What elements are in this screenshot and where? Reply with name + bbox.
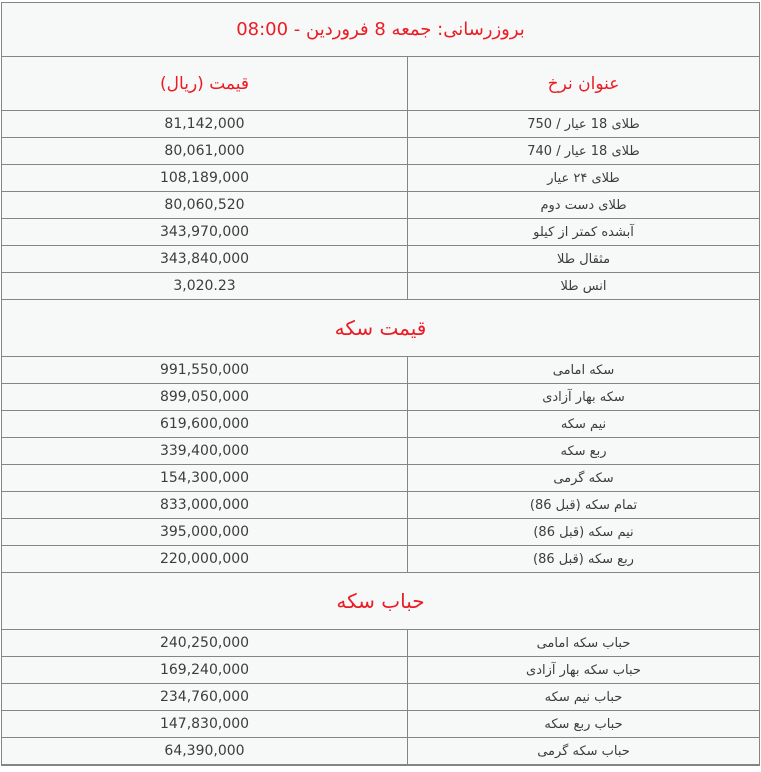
row-price: 234,760,000 xyxy=(159,689,250,705)
row-title: انس طلا xyxy=(407,273,759,299)
table-row xyxy=(2,546,759,573)
row-title: نیم سکه (قبل 86) xyxy=(407,519,759,545)
row-title: حباب ربع سکه xyxy=(407,711,759,737)
row-price: 343,840,000 xyxy=(159,251,250,267)
row-price: 154,300,000 xyxy=(159,470,250,486)
update-timestamp-header: بروزرسانی: جمعه 8 فروردین - 08:00 xyxy=(2,3,759,57)
row-title: آبشده کمتر از کیلو xyxy=(407,219,759,245)
table-row xyxy=(2,738,759,765)
table-row xyxy=(2,492,759,519)
row-title: طلای 18 عیار / 740 xyxy=(407,138,759,164)
section-header-label: حباب سکه xyxy=(336,589,425,613)
row-title: حباب نیم سکه xyxy=(407,684,759,710)
row-title: طلای ۲۴ عیار xyxy=(407,165,759,191)
table-row xyxy=(2,138,759,165)
row-price: 3,020.23 xyxy=(173,278,236,294)
table-row xyxy=(2,438,759,465)
row-title: ربع سکه xyxy=(407,438,759,464)
table-row xyxy=(2,465,759,492)
row-price: 991,550,000 xyxy=(159,362,250,378)
table-row xyxy=(2,273,759,300)
section-header xyxy=(2,300,759,357)
section-header-label: قیمت سکه xyxy=(334,316,427,340)
row-title: سکه گرمی xyxy=(407,465,759,491)
row-price: 64,390,000 xyxy=(164,743,245,759)
table-row xyxy=(2,246,759,273)
row-price: 80,060,520 xyxy=(164,197,245,213)
row-title: نیم سکه xyxy=(407,411,759,437)
row-price: 147,830,000 xyxy=(159,716,250,732)
table-row xyxy=(2,111,759,138)
table-row xyxy=(2,657,759,684)
row-price: 619,600,000 xyxy=(159,416,250,432)
row-title: طلای دست دوم xyxy=(407,192,759,218)
row-price: 395,000,000 xyxy=(159,524,250,540)
price-table xyxy=(1,2,760,766)
column-header-title: عنوان نرخ xyxy=(407,57,759,110)
row-title: مثقال طلا xyxy=(407,246,759,272)
row-price: 220,000,000 xyxy=(159,551,250,567)
row-price: 80,061,000 xyxy=(164,143,245,159)
table-row xyxy=(2,684,759,711)
row-title: سکه امامی xyxy=(407,357,759,383)
table-row xyxy=(2,384,759,411)
row-price: 339,400,000 xyxy=(159,443,250,459)
row-title: طلای 18 عیار / 750 xyxy=(407,111,759,137)
table-row xyxy=(2,711,759,738)
row-price: 81,142,000 xyxy=(164,116,245,132)
table-row xyxy=(2,519,759,546)
table-body xyxy=(2,111,759,765)
row-title: حباب سکه امامی xyxy=(407,630,759,656)
table-row xyxy=(2,219,759,246)
row-price: 899,050,000 xyxy=(159,389,250,405)
row-title: ربع سکه (قبل 86) xyxy=(407,546,759,572)
row-price: 240,250,000 xyxy=(159,635,250,651)
table-row xyxy=(2,411,759,438)
row-title: تمام سکه (قبل 86) xyxy=(407,492,759,518)
section-header xyxy=(2,573,759,630)
column-header-price: قیمت (ریال) xyxy=(160,73,249,94)
row-price: 343,970,000 xyxy=(159,224,250,240)
row-price: 108,189,000 xyxy=(159,170,250,186)
table-row xyxy=(2,165,759,192)
table-row xyxy=(2,357,759,384)
table-row xyxy=(2,630,759,657)
column-header-row xyxy=(2,57,759,111)
row-title: حباب سکه گرمی xyxy=(407,738,759,764)
table-row xyxy=(2,192,759,219)
row-title: سکه بهار آزادی xyxy=(407,384,759,410)
row-price: 833,000,000 xyxy=(159,497,250,513)
row-title: حباب سکه بهار آزادی xyxy=(407,657,759,683)
row-price: 169,240,000 xyxy=(159,662,250,678)
